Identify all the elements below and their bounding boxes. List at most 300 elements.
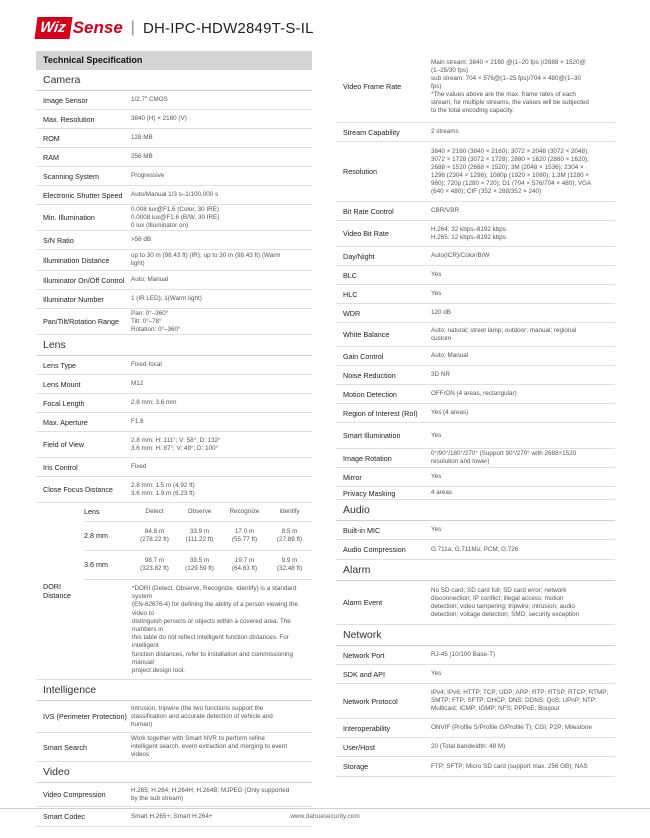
- spec-value-line: Rotation: 0°–360°: [131, 325, 181, 333]
- spec-value: [431, 325, 615, 345]
- spec-value-line: 120 dB: [431, 309, 451, 316]
- spec-value: [131, 359, 312, 371]
- spec-value-line: Pan: 0°–360°: [131, 309, 169, 317]
- spec-label: Image Rotation: [343, 453, 392, 463]
- spec-row-sdk-and-api: [336, 665, 615, 684]
- spec-value-line: light): [131, 260, 145, 267]
- spec-label: Resolution: [343, 167, 377, 176]
- spec-row-lens-mount: [36, 375, 312, 394]
- lens-rows: [36, 356, 312, 503]
- spec-value: [131, 480, 312, 500]
- spec-row-focal-length: [36, 394, 312, 413]
- spec-label: Min. Illumination: [43, 213, 95, 222]
- section-video: Video: [36, 762, 312, 783]
- spec-value-line: resolution and lower): [431, 458, 490, 465]
- spec-value: [431, 668, 615, 680]
- dori-cell-line: (323.82 ft): [140, 565, 169, 572]
- spec-row-video-compression: [36, 783, 312, 807]
- spec-value: [431, 350, 615, 362]
- spec-row-scanning-system: [36, 167, 312, 186]
- dori-label-line: DORI: [43, 582, 61, 592]
- spec-row-white-balance: [336, 323, 615, 347]
- spec-value: [431, 722, 615, 734]
- dori-row: [84, 522, 312, 551]
- spec-value-line: 256 MB: [131, 153, 153, 160]
- spec-row-stream-capability: [336, 123, 615, 142]
- spec-value-line: Yes: [431, 290, 442, 297]
- spec-value-line: 2688 × 1520 (2688 × 1520); 3M (2048 × 1536); 2304 ×: [431, 163, 584, 171]
- spec-value: [131, 274, 312, 286]
- dori-note-line: *DORI (Detect, Observe, Recognize, Identify) is a standard system: [132, 585, 297, 601]
- dori-cell-line: 39.5 m: [189, 557, 210, 564]
- spec-value: [131, 416, 312, 428]
- section-network: Network: [336, 625, 615, 646]
- spec-value-line: Auto(ICR)/Color/B/W: [431, 252, 490, 259]
- spec-title: Technical Specification: [36, 51, 312, 70]
- spec-label: Bit Rate Control: [343, 206, 394, 216]
- spec-label: Smart Codec: [43, 812, 85, 822]
- dori-head-observe: Observe: [187, 508, 212, 515]
- dori-note: [84, 580, 312, 679]
- spec-value: [131, 461, 312, 473]
- spec-value-line: 1/2.7" CMOS: [131, 96, 168, 103]
- spec-label: Mirror: [343, 472, 362, 482]
- spec-label: Motion Detection: [343, 389, 397, 399]
- spec-value-line: classification and accurate detection of vehicle and: [131, 712, 273, 720]
- dori-note-line: (EN-62676-4) for defining the ability of a person viewing the video to: [132, 601, 298, 617]
- left-column: [36, 51, 312, 827]
- spec-value-line: by the sub stream): [131, 794, 184, 802]
- spec-value: [131, 132, 312, 144]
- spec-value-line: sub stream: 704 × 576@(1–25 fps)/704 × 480@(1–30: [431, 74, 582, 82]
- spec-value-line: *The values above are the max. frame rates of each: [431, 90, 576, 98]
- spec-value-line: Main stream: 3840 × 2160 @(1–20 fps )/2688 × 1520@: [431, 58, 586, 66]
- video-rows-right: [336, 51, 615, 500]
- spec-label: Smart Illumination: [343, 431, 401, 440]
- spec-row-resolution: [336, 142, 615, 202]
- spec-value-line: OFF/ON (4 areas, rectangular): [431, 390, 517, 397]
- spec-row-day-night: [336, 247, 615, 266]
- spec-row-gain-control: [336, 347, 615, 366]
- document-header: [36, 16, 314, 40]
- dori-cell-line: 8.5 m: [281, 528, 298, 535]
- dori-cell: [267, 528, 312, 544]
- dori-cell: [222, 557, 267, 573]
- dori-lens: 2.8 mm: [84, 531, 108, 540]
- audio-rows: [336, 521, 615, 560]
- spec-row-rom: [36, 129, 312, 148]
- spec-row-user-host: [336, 738, 615, 757]
- spec-label: Storage: [343, 762, 369, 771]
- dori-head-lens: Lens: [84, 507, 100, 516]
- spec-label: Illuminator Number: [43, 294, 104, 304]
- spec-row-min-illumination: [36, 205, 312, 231]
- spec-label: Pan/Tilt/Rotation Range: [43, 317, 120, 326]
- spec-row-s-n-ratio: [36, 231, 312, 250]
- spec-value-line: custom: [431, 334, 452, 342]
- spec-value-line: Yes: [431, 431, 442, 439]
- spec-row-image-rotation: [336, 449, 615, 468]
- spec-row-electronic-shutter-speed: [36, 186, 312, 205]
- section-alarm: Alarm: [336, 560, 615, 581]
- dori-cell-line: (278.22 ft): [140, 536, 169, 543]
- spec-value-line: Yes: [431, 271, 442, 278]
- spec-value-line: intelligent search, event extraction and merging to event: [131, 743, 288, 751]
- section-lens: Lens: [36, 335, 312, 356]
- spec-row-ram: [36, 148, 312, 167]
- dori-cell-line: 17.0 m: [234, 528, 255, 535]
- spec-label: Max. Aperture: [43, 417, 88, 427]
- spec-label: User/Host: [343, 742, 375, 752]
- spec-value-line: Yes: [431, 473, 442, 480]
- spec-row-motion-detection: [336, 385, 615, 404]
- dori-cell: [177, 528, 222, 544]
- spec-value-line: RJ-45 (10/100 Base-T): [431, 651, 496, 658]
- dori-note-line: distinguish persons or objects within a covered area. The numbers in: [132, 617, 291, 634]
- dori-cell-line: (129.59 ft): [185, 565, 214, 572]
- spec-value-line: Fixed-focal: [131, 361, 162, 368]
- spec-value: [431, 585, 615, 621]
- spec-value: [431, 430, 615, 442]
- spec-value: [431, 388, 615, 400]
- spec-row-ivs-perimeter-protection: [36, 701, 312, 733]
- dori-body: [84, 503, 312, 679]
- dori-cell-line: 19.7 m: [234, 557, 255, 564]
- spec-label: Illumination Distance: [43, 255, 110, 265]
- spec-row-mirror: [336, 468, 615, 487]
- spec-row-noise-reduction: [336, 366, 615, 385]
- spec-label: Network Port: [343, 650, 385, 660]
- spec-value-line: M12: [131, 380, 144, 387]
- spec-value: [431, 57, 615, 117]
- spec-value-line: to the total encoding capacity.: [431, 106, 514, 114]
- footer-divider: [0, 808, 650, 809]
- section-camera: Camera: [36, 70, 312, 91]
- dori-lens: 3.6 mm: [84, 560, 108, 569]
- spec-row-field-of-view: [36, 432, 312, 458]
- spec-row-lens-type: [36, 356, 312, 375]
- spec-value-line: Yes: [431, 526, 442, 533]
- spec-value-line: G.711a; G.711Mu; PCM; G.726: [431, 545, 519, 553]
- section-intelligence: Intelligence: [36, 680, 312, 701]
- spec-value: [431, 307, 615, 319]
- wizsense-logo: [36, 16, 123, 40]
- spec-value-line: 3.6 mm: H: 87°; V: 49°; D: 100°: [131, 444, 219, 452]
- spec-label: Region of Interest (RoI): [343, 408, 418, 418]
- spec-label: Lens Type: [43, 360, 77, 370]
- spec-value: [431, 250, 615, 262]
- spec-value-line: Fixed: [131, 463, 147, 470]
- spec-value-line: Work together with Smart NVR to perform refine: [131, 735, 265, 743]
- dori-cell: [267, 557, 312, 573]
- spec-row-illuminator-number: [36, 290, 312, 309]
- dori-header-row: [84, 503, 312, 522]
- spec-value-line: No SD card; SD card full; SD card error; network: [431, 586, 567, 594]
- alarm-rows: [336, 581, 615, 625]
- spec-label: Noise Reduction: [343, 370, 396, 380]
- spec-value: [131, 113, 312, 125]
- spec-row-smart-search: [36, 733, 312, 762]
- spec-value: [131, 435, 312, 455]
- spec-value-line: fps): [431, 82, 442, 90]
- spec-value-line: 0.0008 lux@F1.6 (B/W, 30 IRE): [131, 213, 220, 221]
- spec-value: [131, 293, 312, 305]
- spec-value-line: 1 (IR LED); 1(Warm light): [131, 295, 202, 302]
- spec-value: [431, 687, 615, 715]
- dori-note-line: this table do not reflect intelligent function distances. For intelligent: [132, 634, 289, 650]
- dori-row: [84, 551, 312, 580]
- spec-value-line: >56 dB: [131, 236, 152, 243]
- spec-label: Smart Search: [43, 742, 87, 752]
- dori-label: [36, 503, 84, 679]
- dori-cell-line: (27.89 ft): [276, 536, 303, 543]
- spec-value: [131, 94, 312, 106]
- spec-row-privacy-masking: [336, 487, 615, 500]
- spec-row-pan-tilt-rotation-range: [36, 309, 312, 335]
- spec-row-built-in-mic: [336, 521, 615, 540]
- intelligence-rows: [36, 701, 312, 762]
- spec-row-network-protocol: [336, 684, 615, 719]
- spec-row-max-aperture: [36, 413, 312, 432]
- spec-label: Stream Capability: [343, 127, 400, 137]
- spec-label: ROM: [43, 133, 60, 143]
- spec-row-blc: [336, 266, 615, 285]
- spec-label: S/N Ratio: [43, 235, 74, 245]
- spec-value: [431, 649, 615, 661]
- spec-value: [131, 170, 312, 182]
- spec-label: WDR: [343, 308, 361, 318]
- camera-rows: [36, 91, 312, 335]
- dori-head-recognize: Recognize: [229, 508, 260, 515]
- spec-label: Electronic Shutter Speed: [43, 190, 123, 200]
- spec-row-smart-illumination: [336, 423, 615, 449]
- spec-row-wdr: [336, 304, 615, 323]
- spec-row-region-of-interest-roi: [336, 404, 615, 423]
- spec-value-line: 3840 (H) × 2160 (V): [131, 115, 187, 122]
- spec-value-line: 3072 × 1728 (3072 × 1728); 2880 × 1620 (2880 × 1620);: [431, 155, 589, 163]
- spec-value: [431, 205, 615, 217]
- spec-value-line: 128 MB: [131, 134, 153, 141]
- spec-value-line: 4 areas: [431, 489, 453, 496]
- spec-row-iris-control: [36, 458, 312, 477]
- model-number: DH-IPC-HDW2849T-S-IL: [142, 19, 314, 37]
- spec-value: [431, 471, 615, 483]
- dori-head-identify: Identify: [279, 508, 300, 515]
- spec-label: White Balance: [343, 330, 390, 339]
- dori-cell-line: (32.48 ft): [276, 565, 303, 572]
- spec-value-line: F1.6: [131, 418, 144, 425]
- spec-value: [131, 234, 312, 246]
- spec-row-alarm-event: [336, 581, 615, 625]
- spec-value-line: up to 30 m (98.43 ft) (IR); up to 30 m (98.43 ft) (Warm: [131, 252, 281, 259]
- spec-value-line: H.264: 32 kbps–8192 kbps: [431, 225, 506, 233]
- spec-row-video-bit-rate: [336, 221, 615, 247]
- spec-value-line: 0.008 lux@F1.6 (Color, 30 IRE): [131, 205, 219, 213]
- spec-value-line: videos: [131, 751, 150, 759]
- spec-row-storage: [336, 757, 615, 777]
- spec-row-illumination-distance: [36, 250, 312, 271]
- spec-label: SDK and API: [343, 669, 385, 679]
- spec-value-line: Auto; Manual: [431, 352, 469, 359]
- spec-label: Iris Control: [43, 462, 78, 472]
- dori-cell: [132, 557, 177, 573]
- spec-value-line: (640 × 480); CIF (352 × 288/352 × 240): [431, 187, 542, 195]
- spec-value: [431, 487, 615, 499]
- spec-value-line: 1296 (2304 × 1296); 1080p (1920 × 1080); 1.3M (1280 ×: [431, 171, 590, 179]
- dori-table: [36, 503, 312, 680]
- spec-value: [431, 288, 615, 300]
- spec-row-interoperability: [336, 719, 615, 738]
- spec-row-close-focus-distance: [36, 477, 312, 503]
- spec-label: HLC: [343, 289, 358, 299]
- spec-row-image-sensor: [36, 91, 312, 110]
- spec-value: [131, 308, 312, 336]
- spec-label: Illuminator On/Off Control: [43, 275, 125, 285]
- spec-value: [431, 126, 615, 138]
- spec-value-line: CBR/VBR: [431, 207, 459, 214]
- spec-row-video-frame-rate: [336, 51, 615, 123]
- spec-label: Alarm Event: [343, 598, 383, 607]
- dori-cell: [132, 528, 177, 544]
- spec-label: Video Bit Rate: [343, 229, 389, 238]
- spec-value-line: stream; for multiple streams, the values will be subjected: [431, 98, 589, 106]
- spec-value: [131, 204, 312, 232]
- spec-label: Network Protocol: [343, 696, 398, 706]
- spec-row-illuminator-on-off-control: [36, 271, 312, 290]
- video-rows: [36, 783, 312, 827]
- spec-value: [131, 151, 312, 163]
- spec-value-line: disconnection; IP conflict; illegal access; motion: [431, 594, 564, 602]
- spec-label: IVS (Perimeter Protection): [43, 712, 127, 722]
- spec-value: [431, 269, 615, 281]
- right-column: [336, 51, 615, 777]
- spec-value-line: 2.8 mm: 1.5 m (4.92 ft): [131, 481, 195, 489]
- spec-value-line: 2 streams: [431, 128, 459, 135]
- spec-row-hlc: [336, 285, 615, 304]
- spec-value: [431, 741, 615, 753]
- spec-value-line: Intrusion, tripwire (the two functions support the: [131, 704, 264, 712]
- spec-value-line: H.265; H.264; H.264H; H.264B; MJPEG (Only supported: [131, 786, 290, 794]
- spec-label: Field of View: [43, 440, 85, 449]
- spec-label: Day/Night: [343, 251, 375, 261]
- spec-value-line: Yes (4 areas): [431, 409, 469, 416]
- spec-row-bit-rate-control: [336, 202, 615, 221]
- spec-value-line: SMTP; FTP; SFTP; DHCP; DNS; DDNS; QoS; UPnP; NTP;: [431, 697, 597, 704]
- spec-value-line: 2.8 mm: H: 111°; V: 58°; D: 132°: [131, 436, 221, 444]
- spec-value-line: Auto/Manual 1/3 s–1/100,000 s: [131, 191, 219, 198]
- spec-label: RAM: [43, 152, 59, 162]
- section-audio: Audio: [336, 500, 615, 521]
- spec-value-line: 960); 720p (1280 × 720); D1 (704 × 576/704 × 480); VGA: [431, 179, 592, 187]
- network-rows: [336, 646, 615, 777]
- spec-label: Video Compression: [43, 790, 106, 800]
- spec-value: [431, 761, 615, 773]
- spec-value: [431, 448, 615, 468]
- footer-url: www.dahuasecurity.com: [290, 813, 360, 820]
- dori-cell-line: 33.9 m: [189, 528, 210, 535]
- logo-wiz-text: Wiz: [34, 17, 72, 39]
- spec-value-line: IPv4; IPv6; HTTP; TCP; UDP; ARP; RTP; RTSP; RTCP; RTMP;: [431, 689, 609, 696]
- dori-cell-line: 98.7 m: [144, 557, 165, 564]
- spec-value: [431, 407, 615, 419]
- spec-value-line: H.265: 12 kbps–8192 kbps: [431, 233, 506, 241]
- spec-label: Video Frame Rate: [343, 82, 402, 91]
- spec-value-line: Yes: [431, 670, 442, 677]
- spec-value: [431, 224, 615, 244]
- spec-label: Gain Control: [343, 351, 384, 361]
- spec-value: [131, 397, 312, 409]
- spec-value-line: 3D NR: [431, 371, 450, 378]
- dori-label-line: Distance: [43, 591, 71, 601]
- spec-label: BLC: [343, 270, 357, 280]
- spec-value-line: human): [131, 720, 153, 728]
- spec-row-audio-compression: [336, 540, 615, 560]
- spec-value: [131, 733, 312, 761]
- spec-label: Audio Compression: [343, 545, 406, 554]
- spec-value: [431, 524, 615, 536]
- spec-value: [131, 378, 312, 390]
- spec-row-network-port: [336, 646, 615, 665]
- dori-cell: [222, 528, 267, 544]
- dori-cell-line: 84.8 m: [144, 528, 165, 535]
- spec-label: Built-in MIC: [343, 525, 381, 535]
- spec-value: [131, 189, 312, 201]
- dori-cell-line: (64.63 ft): [231, 565, 258, 572]
- spec-value-line: 2.8 mm; 3.6 mm: [131, 399, 177, 406]
- dori-head-detect: Detect: [145, 508, 164, 515]
- spec-label: Scanning System: [43, 171, 99, 181]
- spec-value: [131, 785, 312, 805]
- dori-cell-line: (55.77 ft): [231, 536, 258, 543]
- spec-value: [431, 369, 615, 381]
- spec-value-line: detection; video tampering; tripwire; intrusion; audio: [431, 602, 575, 610]
- spec-label: Privacy Masking: [343, 488, 396, 498]
- spec-label: Max. Resolution: [43, 114, 95, 124]
- spec-label: Image Sensor: [43, 95, 88, 105]
- dori-cell: [177, 557, 222, 573]
- spec-value: [431, 544, 615, 556]
- spec-label: Focal Length: [43, 398, 85, 408]
- spec-value-line: ONVIF (Profile S/Profile G/Profile T); CGI; P2P; Milestone: [431, 724, 592, 731]
- dori-lines: [84, 522, 312, 580]
- spec-value-line: detection; voltage detection; SMD; security exception: [431, 610, 580, 618]
- spec-value: [131, 703, 312, 731]
- spec-value-line: 0 lux (Illuminator on): [131, 221, 189, 229]
- spec-value-line: 3840 × 2160 (3840 × 2160); 3072 × 2048 (3072 × 2048);: [431, 147, 589, 155]
- spec-value-line: Tilt: 0°–78°: [131, 317, 162, 325]
- spec-value-line: Auto; natural; street lamp; outdoor; manual; regional: [431, 326, 577, 334]
- spec-label: Close Focus Distance: [43, 485, 113, 494]
- spec-value-line: Auto; Manual: [131, 276, 169, 283]
- logo-sense-text: Sense: [72, 18, 123, 37]
- dori-cell-line: 9.9 m: [281, 557, 298, 564]
- spec-value-line: Smart H.265+; Smart H.264+: [131, 812, 213, 820]
- spec-value-line: 3.6 mm: 1.9 m (6.23 ft): [131, 489, 195, 497]
- spec-label: Lens Mount: [43, 379, 81, 389]
- spec-value-line: 0°/90°/180°/270° (Support 90°/270° with 2688×1520: [431, 450, 577, 457]
- dori-note-line: function distances, refer to installation and commissioning manual/: [132, 650, 294, 666]
- spec-value-line: Multicast; ICMP; IGMP; NFS; PPPoE; Boujour: [431, 705, 560, 712]
- spec-row-max-resolution: [36, 110, 312, 129]
- spec-value-line: FTP; SFTP; Micro SD card (support max. 256 GB); NAS: [431, 762, 588, 770]
- spec-value-line: Progressive: [131, 172, 165, 179]
- spec-value: [431, 146, 615, 198]
- dori-cell-line: (111.22 ft): [185, 536, 214, 543]
- spec-value-line: 20 (Total bandwidth: 48 M): [431, 743, 506, 750]
- spec-value-line: (1–25/30 fps): [431, 66, 469, 74]
- spec-value: [131, 250, 312, 270]
- dori-note-line: project design tool.: [132, 667, 185, 675]
